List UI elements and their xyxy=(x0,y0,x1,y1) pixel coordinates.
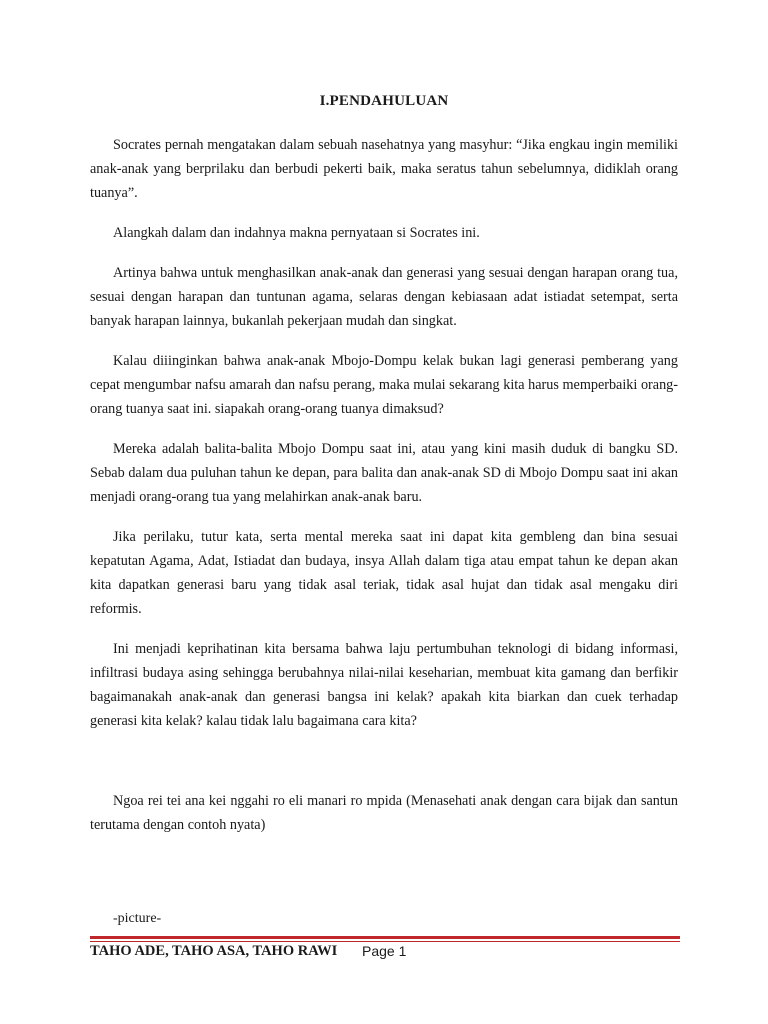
paragraph-statement-meaning: Alangkah dalam dan indahnya makna pernyataan si Socrates ini. xyxy=(113,225,480,241)
paragraph-meaning: Artinya bahwa untuk menghasilkan anak-anak dan generasi yang sesuai dengan harapan orang tua, sesuai dengan harapan dan tuntunan agama, selaras dengan kebiasaan adat istiadat setempat, serta banyak harapan lainnya, bukanlah pekerjaan mudah dan singkat. xyxy=(90,265,678,329)
footer-rule-thin xyxy=(90,941,680,942)
paragraph-behavior: Jika perilaku, tutur kata, serta mental mereka saat ini dapat kita gembleng dan bina sesuai kepatutan Agama, Adat, Istiadat dan budaya, insya Allah dalam tiga atau empat tahun ke depan akan kita dapatkan generasi baru yang tidak asal teriak, tidak asal hujat dan tidak asal mengaku diri reformis. xyxy=(90,529,678,617)
paragraph-spacer xyxy=(90,749,678,789)
paragraph-mbojo-dompu: Kalau diiinginkan bahwa anak-anak Mbojo-Dompu kelak bukan lagi generasi pemberang yang cepat mengumbar nafsu amarah dan nafsu perang, maka mulai sekarang kita harus memperbaiki orang-orang tuanya saat ini. siapakah orang-orang tuanya dimaksud? xyxy=(90,353,678,417)
paragraph-ngoa-rei: Ngoa rei tei ana kei nggahi ro eli manari ro mpida (Menasehati anak dengan cara bijak dan santun terutama dengan contoh nyata) xyxy=(90,793,678,833)
footer-rule-thick xyxy=(90,936,680,939)
section-heading: I.PENDAHULUAN xyxy=(319,93,449,109)
paragraph-concern: Ini menjadi keprihatinan kita bersama bahwa laju pertumbuhan teknologi di bidang informasi, infiltrasi budaya asing sehingga berubahnya nilai-nilai keseharian, membuat kita gamang dan berfikir bagaimanakah anak-anak dan generasi bangsa ini kelak? apakah kita biarkan dan cuek terhadap generasi kita kelak? kalau tidak lalu bagaimana cara kita? xyxy=(90,641,678,729)
footer-title: TAHO ADE, TAHO ASA, TAHO RAWI xyxy=(90,943,338,959)
paragraph-socrates-quote: Socrates pernah mengatakan dalam sebuah nasehatnya yang masyhur: “Jika engkau ingin memiliki anak-anak yang berprilaku dan berbudi pekerti baik, maka seratus tahun sebelumnya, didiklah orang tuanya”. xyxy=(90,137,678,201)
footer-page-number: Page 1 xyxy=(362,943,407,959)
paragraph-toddlers: Mereka adalah balita-balita Mbojo Dompu saat ini, atau yang kini masih duduk di bangku SD. Sebab dalam dua puluhan tahun ke depan, para balita dan anak-anak SD di Mbojo Dompu saat ini akan menjadi orang-orang tua yang melahirkan anak-anak baru. xyxy=(90,441,678,505)
body-text xyxy=(90,133,678,853)
picture-placeholder: -picture- xyxy=(113,911,162,926)
